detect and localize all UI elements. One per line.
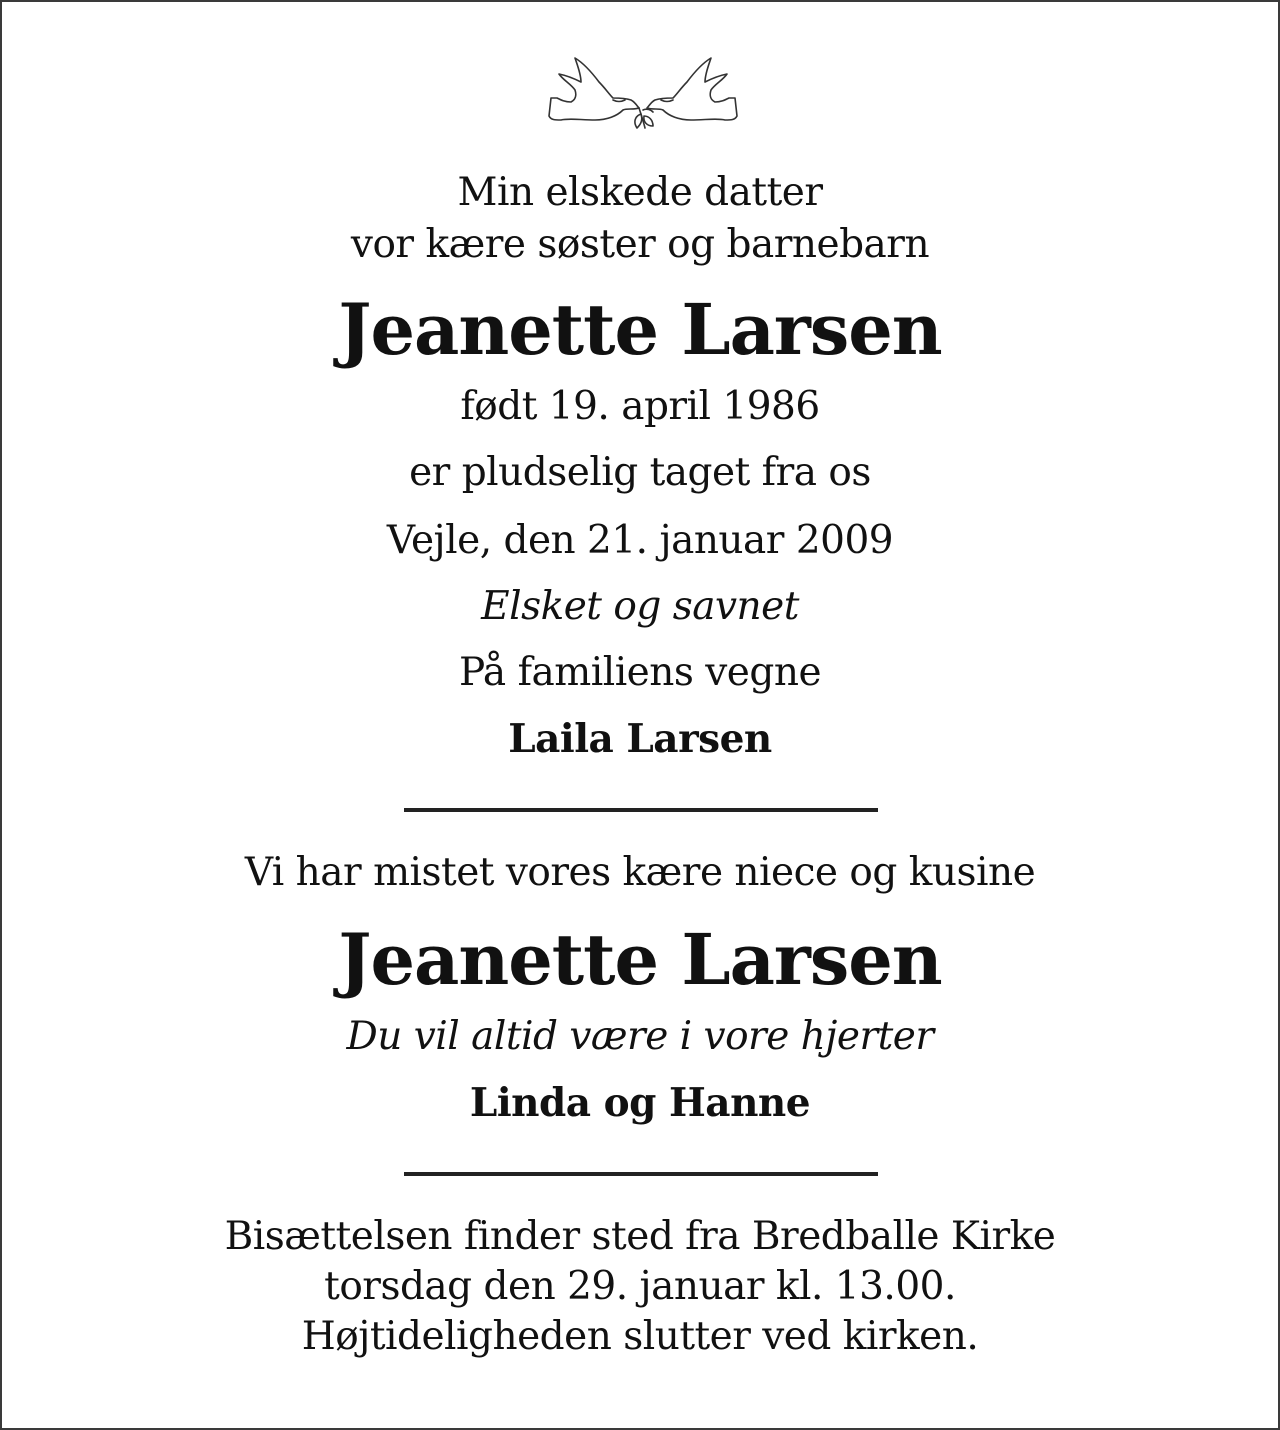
funeral-line-3: Højtideligheden slutter ved kirken.: [301, 1314, 979, 1359]
place-and-date: Vejle, den 21. januar 2009: [386, 518, 894, 563]
divider: [404, 808, 878, 812]
passing-text: er pludselig taget fra os: [409, 450, 871, 495]
intro-line-1: Min elskede datter: [457, 170, 823, 215]
funeral-line-1: Bisættelsen finder sted fra Bredballe Kirke: [224, 1214, 1056, 1259]
deceased-name: Jeanette Larsen: [338, 288, 942, 371]
doves-with-olive-branch-icon: [547, 54, 739, 132]
divider: [404, 1172, 878, 1176]
funeral-line-2: torsdag den 29. januar kl. 13.00.: [324, 1264, 956, 1309]
birth-date: født 19. april 1986: [460, 384, 820, 429]
intro-line-2: vor kære søster og barnebarn: [350, 222, 930, 267]
on-behalf-text: På familiens vegne: [458, 650, 822, 695]
signed-by: Laila Larsen: [508, 716, 772, 762]
notice2-intro: Vi har mistet vores kære niece og kusine: [244, 850, 1036, 895]
notice2-signed-by: Linda og Hanne: [469, 1080, 811, 1126]
notice2-deceased-name: Jeanette Larsen: [338, 918, 942, 1001]
notice2-epitaph: Du vil altid være i vore hjerter: [346, 1014, 934, 1059]
epitaph: Elsket og savnet: [481, 584, 799, 629]
